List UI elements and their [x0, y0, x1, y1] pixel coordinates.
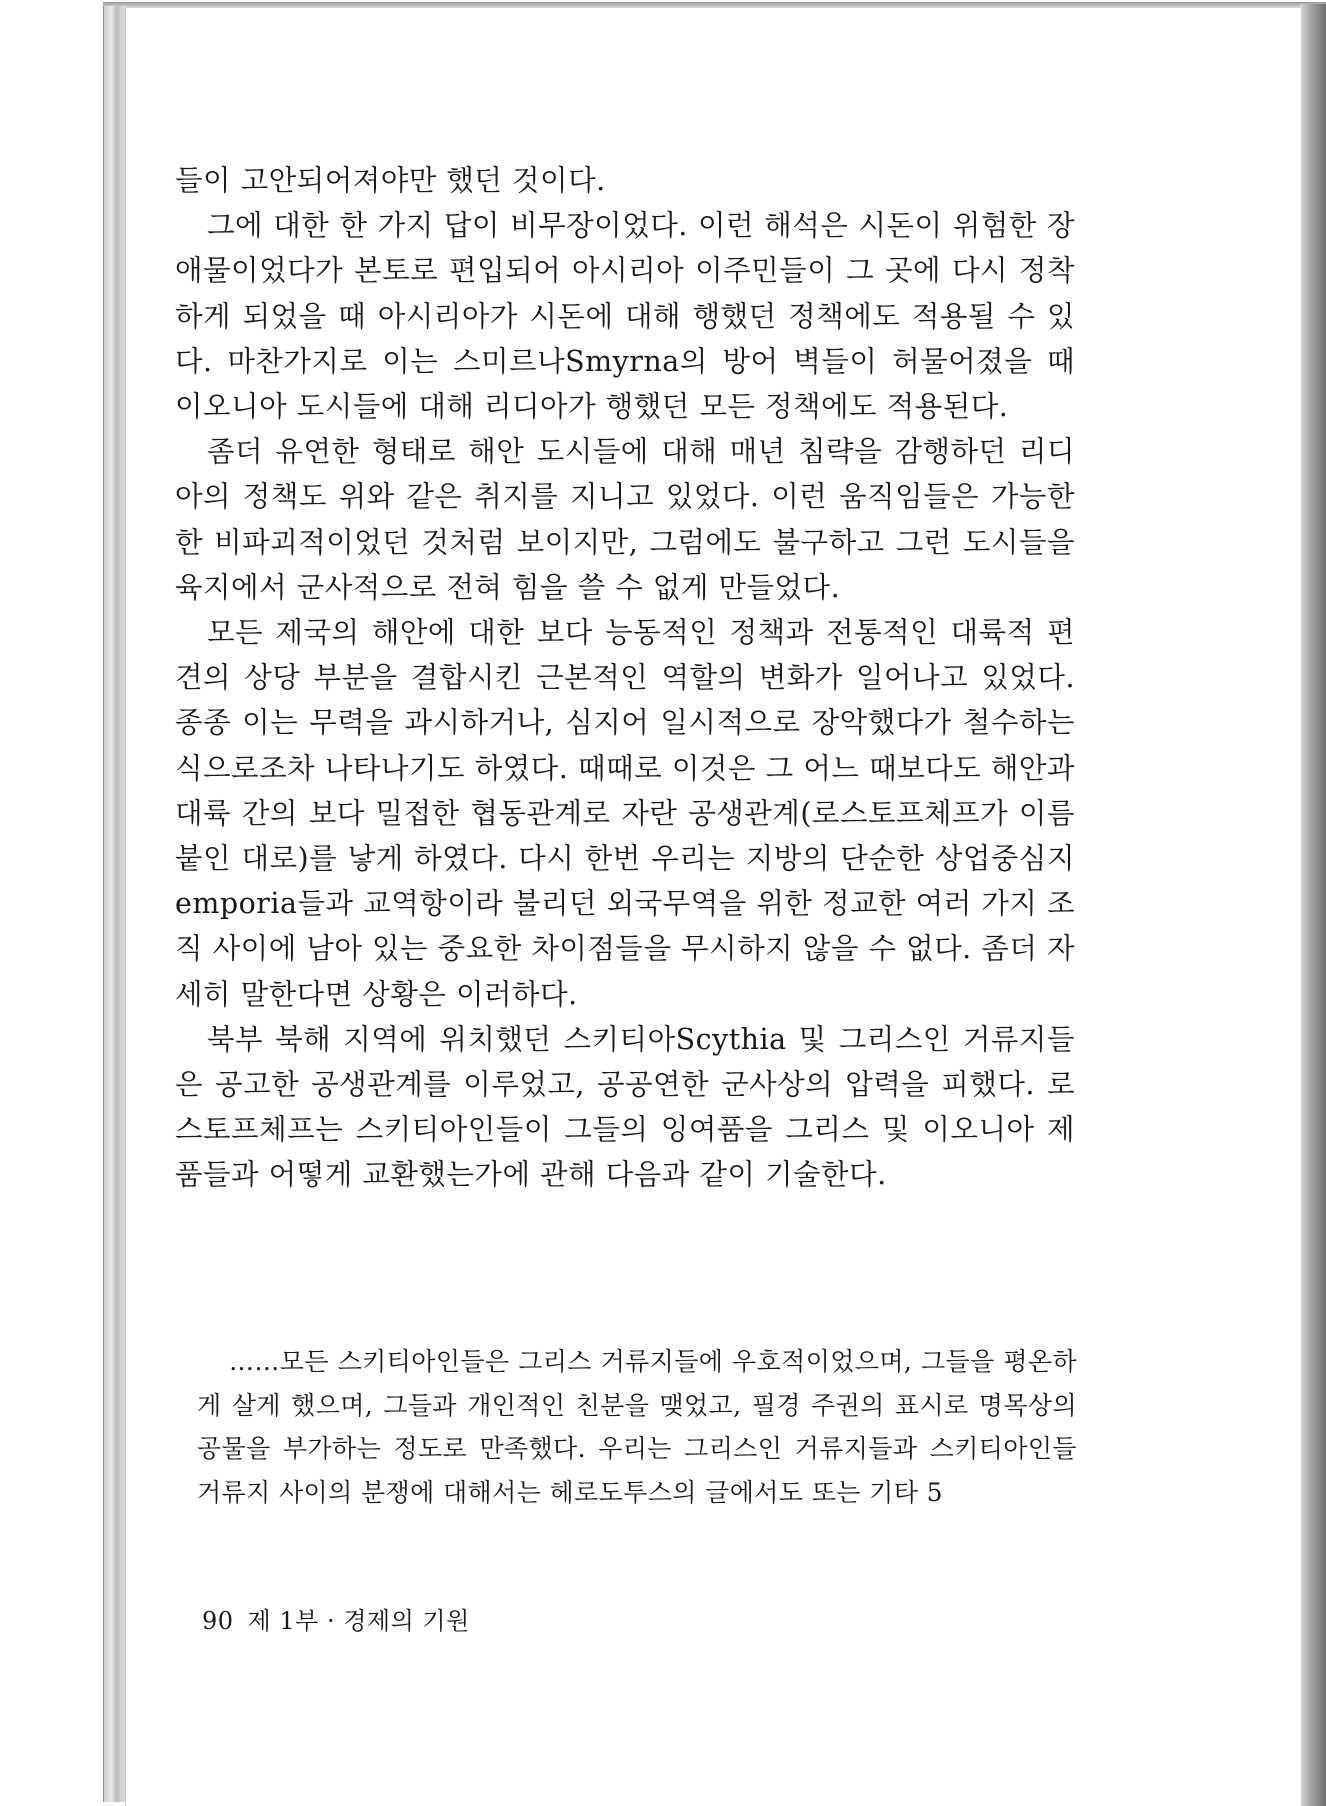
body-text	[175, 158, 1075, 1198]
paragraph: 모든 제국의 해안에 대한 보다 능동적인 정책과 전통적인 대륙적 편견의 상당 부분을 결합시킨 근본적인 역할의 변화가 일어나고 있었다. 종종 이는 무력을 과시하거나, 심지어 일시적으로 장악했다가 철수하는 식으로조차 나타나기도 하였다. 때때로 이것은 그 어느 때보다도 해안과 대륙 간의 보다 밀접한 협동관계로 자란 공생관계(로스토프체프가 이름붙인 대로)를 낳게 하였다. 다시 한번 우리는 지방의 단순한 상업중심지 emporia들과 교역항이라 불리던 외국무역을 위한 정교한 여러 가지 조직 사이에 남아 있는 중요한 차이점들을 무시하지 않을 수 없다. 좀더 자세히 말한다면 상황은 이러하다.	[175, 616, 1075, 1011]
paragraph: 북부 북해 지역에 위치했던 스키티아Scythia 및 그리스인 거류지들은 공고한 공생관계를 이루었고, 공공연한 군사상의 압력을 피했다. 로스토프체프는 스키티아인들이 그들의 잉여품을 그리스 및 이오니아 제품들과 어떻게 교환했는가에 관해 다음과 같이 기술한다.	[175, 1022, 1075, 1192]
paragraph: 들이 고안되어져야만 했던 것이다.	[175, 164, 606, 197]
paragraph: 그에 대한 한 가지 답이 비무장이었다. 이런 해석은 시돈이 위험한 장애물이었다가 본토로 편입되어 아시리아 이주민들이 그 곳에 다시 정착하게 되었을 때 아시리아가 시돈에 대해 행했던 정책에도 적용될 수 있다. 마찬가지로 이는 스미르나Smyrna의 방어 벽들이 허물어졌을 때 이오니아 도시들에 대해 리디아가 행했던 모든 정책에도 적용된다.	[175, 209, 1075, 424]
page-footer	[202, 1601, 470, 1636]
paragraph: 좀더 유연한 형태로 해안 도시들에 대해 매년 침략을 감행하던 리디아의 정책도 위와 같은 취지를 지니고 있었다. 이런 움직임들은 가능한 한 비파괴적이었던 것처럼 보이지만, 그럼에도 불구하고 그런 도시들을 육지에서 군사적으로 전혀 힘을 쓸 수 없게 만들었다.	[175, 435, 1075, 604]
quote-text: ……모든 스키티아인들은 그리스 거류지들에 우호적이었으며, 그들을 평온하게 살게 했으며, 그들과 개인적인 친분을 맺었고, 필경 주권의 표시로 명목상의 공물을 부가하는 정도로 만족했다. 우리는 그리스인 거류지들과 스키티아인들 거류지 사이의 분쟁에 대해서는 헤로도투스의 글에서도 또는 기타 5	[197, 1347, 1077, 1507]
block-quote	[197, 1340, 1077, 1514]
page-number: 90	[202, 1607, 234, 1635]
page-stack-left-edge	[103, 6, 126, 1802]
running-title: 제 1부 · 경제의 기원	[247, 1607, 470, 1635]
page-right-edge-shadow	[1300, 4, 1326, 1806]
